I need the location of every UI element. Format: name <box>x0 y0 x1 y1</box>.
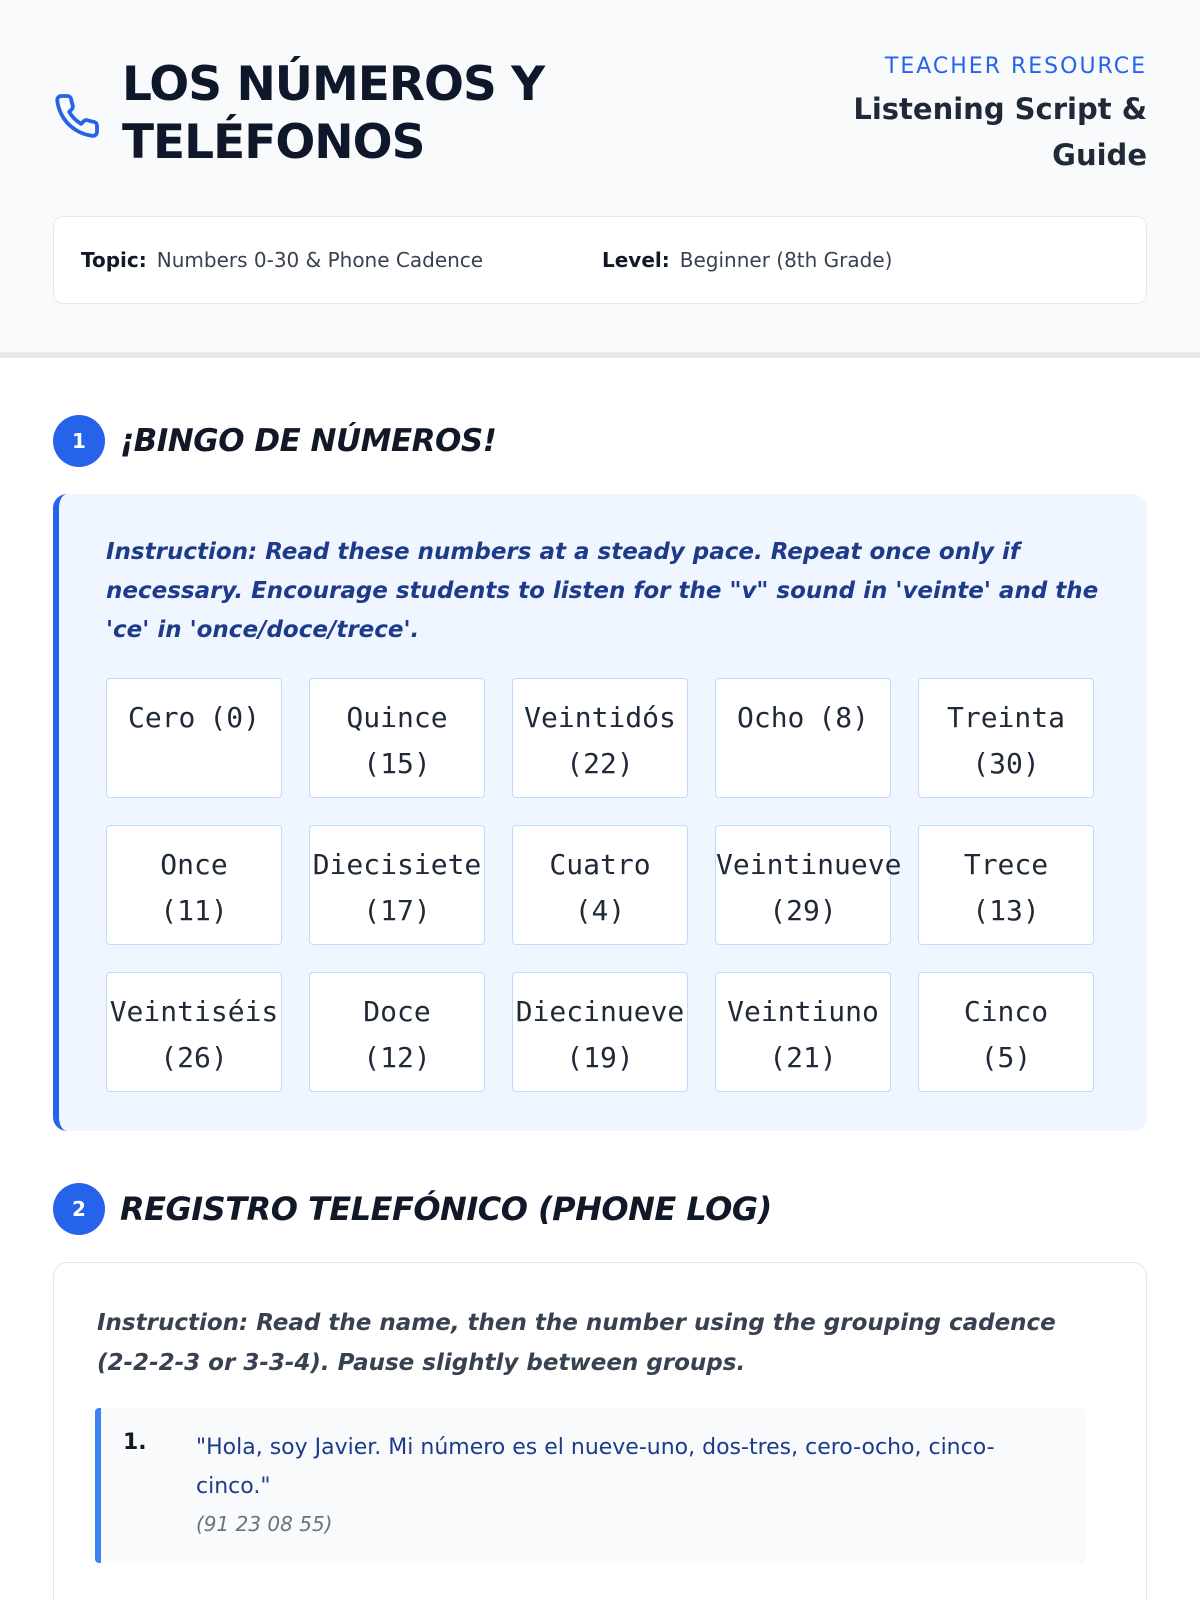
bingo-cell-word: Cero <box>127 701 196 734</box>
bingo-cell <box>715 825 902 945</box>
bingo-cell-number: (15) <box>363 747 431 780</box>
section-2-heading <box>53 1183 772 1235</box>
level-value: Beginner (8th Grade) <box>679 248 893 272</box>
section-title: ¡BINGO DE NÚMEROS! <box>120 423 497 459</box>
level-field <box>602 246 892 274</box>
page-header <box>0 0 1200 358</box>
topic-value: Numbers 0-30 & Phone Cadence <box>156 248 484 272</box>
bingo-cell-word: Treinta <box>946 701 1065 734</box>
phone-log-instruction: Instruction: Read the name, then the number using the grouping cadence (2-2-2-3 or 3-3-4). Pause slightly between groups. <box>97 1310 1056 1376</box>
section-number-badge: 2 <box>53 1183 105 1235</box>
entry-number: 1. <box>123 1430 147 1455</box>
bingo-cell-number: (0) <box>209 701 260 734</box>
bingo-cell-number: (26) <box>160 1041 228 1074</box>
bingo-cell-word: Diecinueve <box>515 995 685 1028</box>
bingo-cell-number: (30) <box>972 747 1040 780</box>
bingo-cell-word: Quince <box>346 701 448 734</box>
bingo-cell <box>309 825 485 945</box>
bingo-cell-word: Doce <box>363 995 431 1028</box>
bingo-cell-number: (22) <box>566 747 634 780</box>
bingo-cell-number: (11) <box>160 894 228 927</box>
bingo-cell-number: (4) <box>574 894 626 927</box>
entry-phone-number: (91 23 08 55) <box>196 1512 333 1536</box>
bingo-cell <box>106 678 282 798</box>
bingo-cell-number: (21) <box>769 1041 837 1074</box>
bingo-cell-word: Once <box>160 848 228 881</box>
level-label: Level: <box>602 248 670 272</box>
section-1-heading <box>53 415 496 467</box>
bingo-cell-number: (29) <box>769 894 837 927</box>
bingo-cell <box>309 678 485 798</box>
section-number-badge: 1 <box>53 415 105 467</box>
bingo-cell-number: (13) <box>972 894 1040 927</box>
bingo-instruction: Instruction: Read these numbers at a steady pace. Repeat once only if necessary. Encourage students to listen for the "v" sound in 'veinte' and the 'ce' in 'once/doce/trece'. <box>106 539 1099 643</box>
topic-label: Topic: <box>81 248 147 272</box>
bingo-cell-word: Diecisiete <box>312 848 482 881</box>
bingo-cell-word: Veintinueve <box>716 848 902 881</box>
bingo-cell-word: Veintiuno <box>727 995 879 1028</box>
bingo-cell <box>106 972 282 1092</box>
bingo-cell <box>309 972 485 1092</box>
meta-box <box>53 216 1147 304</box>
entry-script: "Hola, soy Javier. Mi número es el nueve-uno, dos-tres, cero-ocho, cinco-cinco." <box>196 1435 995 1499</box>
bingo-cell-word: Cuatro <box>549 848 651 881</box>
bingo-cell-number: (5) <box>980 1041 1032 1074</box>
bingo-cell-word: Cinco <box>963 995 1049 1028</box>
bingo-cell-word: Veintiséis <box>109 995 279 1028</box>
bingo-cell <box>918 825 1094 945</box>
topic-field <box>81 246 483 274</box>
bingo-cell-word: Ocho <box>736 701 805 734</box>
bingo-cell <box>918 678 1094 798</box>
section-title: REGISTRO TELEFÓNICO (PHONE LOG) <box>120 1190 772 1228</box>
bingo-cell <box>512 825 688 945</box>
bingo-cell-number: (19) <box>566 1041 634 1074</box>
bingo-cell <box>512 972 688 1092</box>
bingo-cell-word: Veintidós <box>524 701 676 734</box>
bingo-cell-word: Trece <box>963 848 1049 881</box>
bingo-cell-number: (12) <box>363 1041 431 1074</box>
page-title: LOS NÚMEROS Y TELÉFONOS <box>122 57 545 170</box>
bingo-cell-number: (8) <box>818 701 869 734</box>
bingo-cell <box>512 678 688 798</box>
bingo-cell <box>106 825 282 945</box>
bingo-cell <box>918 972 1094 1092</box>
bingo-cell <box>715 972 891 1092</box>
resource-label: TEACHER RESOURCE <box>884 54 1147 79</box>
bingo-cell-number: (17) <box>363 894 431 927</box>
bingo-cell <box>715 678 891 798</box>
phone-icon <box>53 92 101 140</box>
bingo-grid <box>106 678 1092 1092</box>
bingo-panel <box>53 494 1147 1131</box>
phone-log-entry <box>95 1408 1085 1563</box>
page-subtitle: Listening Script & Guide <box>853 92 1147 172</box>
phone-log-panel <box>53 1262 1147 1600</box>
